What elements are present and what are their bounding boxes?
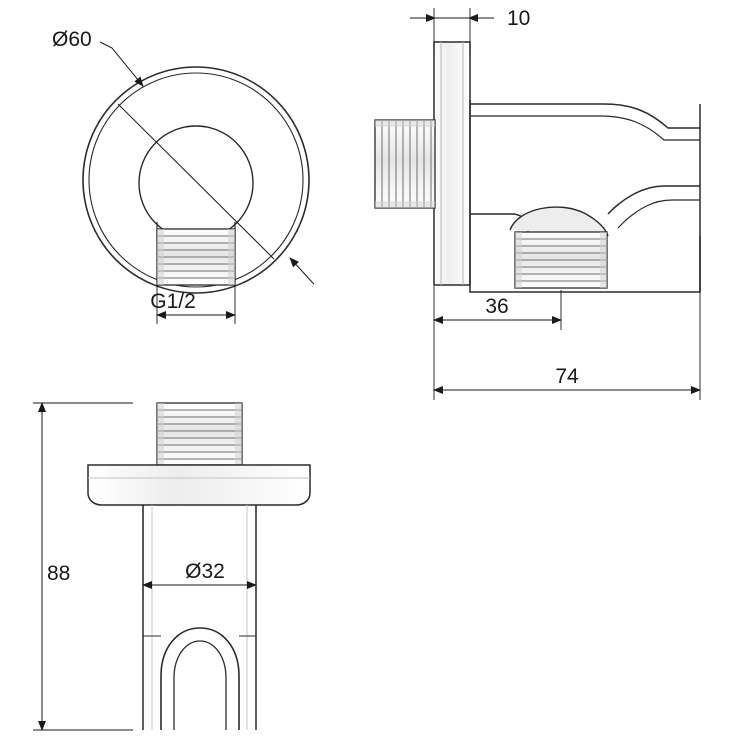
side-view-group — [375, 7, 700, 400]
dim10-arrow-right — [468, 14, 478, 22]
side-front-thread — [515, 232, 607, 288]
d60-leader-tail — [312, 282, 314, 284]
cradle-inner-arc — [174, 641, 226, 730]
dim-label-88: 88 — [47, 562, 71, 585]
side-flange-plate — [434, 42, 470, 285]
dim-label-d32: Ø32 — [185, 560, 225, 583]
front-view-group — [52, 28, 314, 324]
d60-leader-upper — [100, 42, 143, 86]
holder-cradle-profile-inner — [618, 200, 700, 228]
bottom-view-group — [33, 403, 310, 730]
cradle-outer-arc — [161, 628, 239, 730]
d60-leader-lower — [290, 258, 312, 282]
dim10-arrow-left — [426, 14, 436, 22]
dim-label-d60: Ø60 — [52, 28, 92, 51]
dim-label-g12: G1/2 — [150, 290, 196, 313]
bottom-flange-plate — [88, 465, 310, 505]
dim-label-36: 36 — [485, 295, 509, 318]
dim-label-10: 10 — [507, 7, 531, 30]
side-rear-thread — [375, 120, 435, 208]
bottom-thread-spigot — [157, 403, 242, 465]
holder-upper-profile-inner — [470, 116, 700, 140]
flange-boss-circle — [139, 126, 253, 240]
dim-label-74: 74 — [555, 365, 579, 388]
front-thread-spigot — [157, 229, 235, 285]
